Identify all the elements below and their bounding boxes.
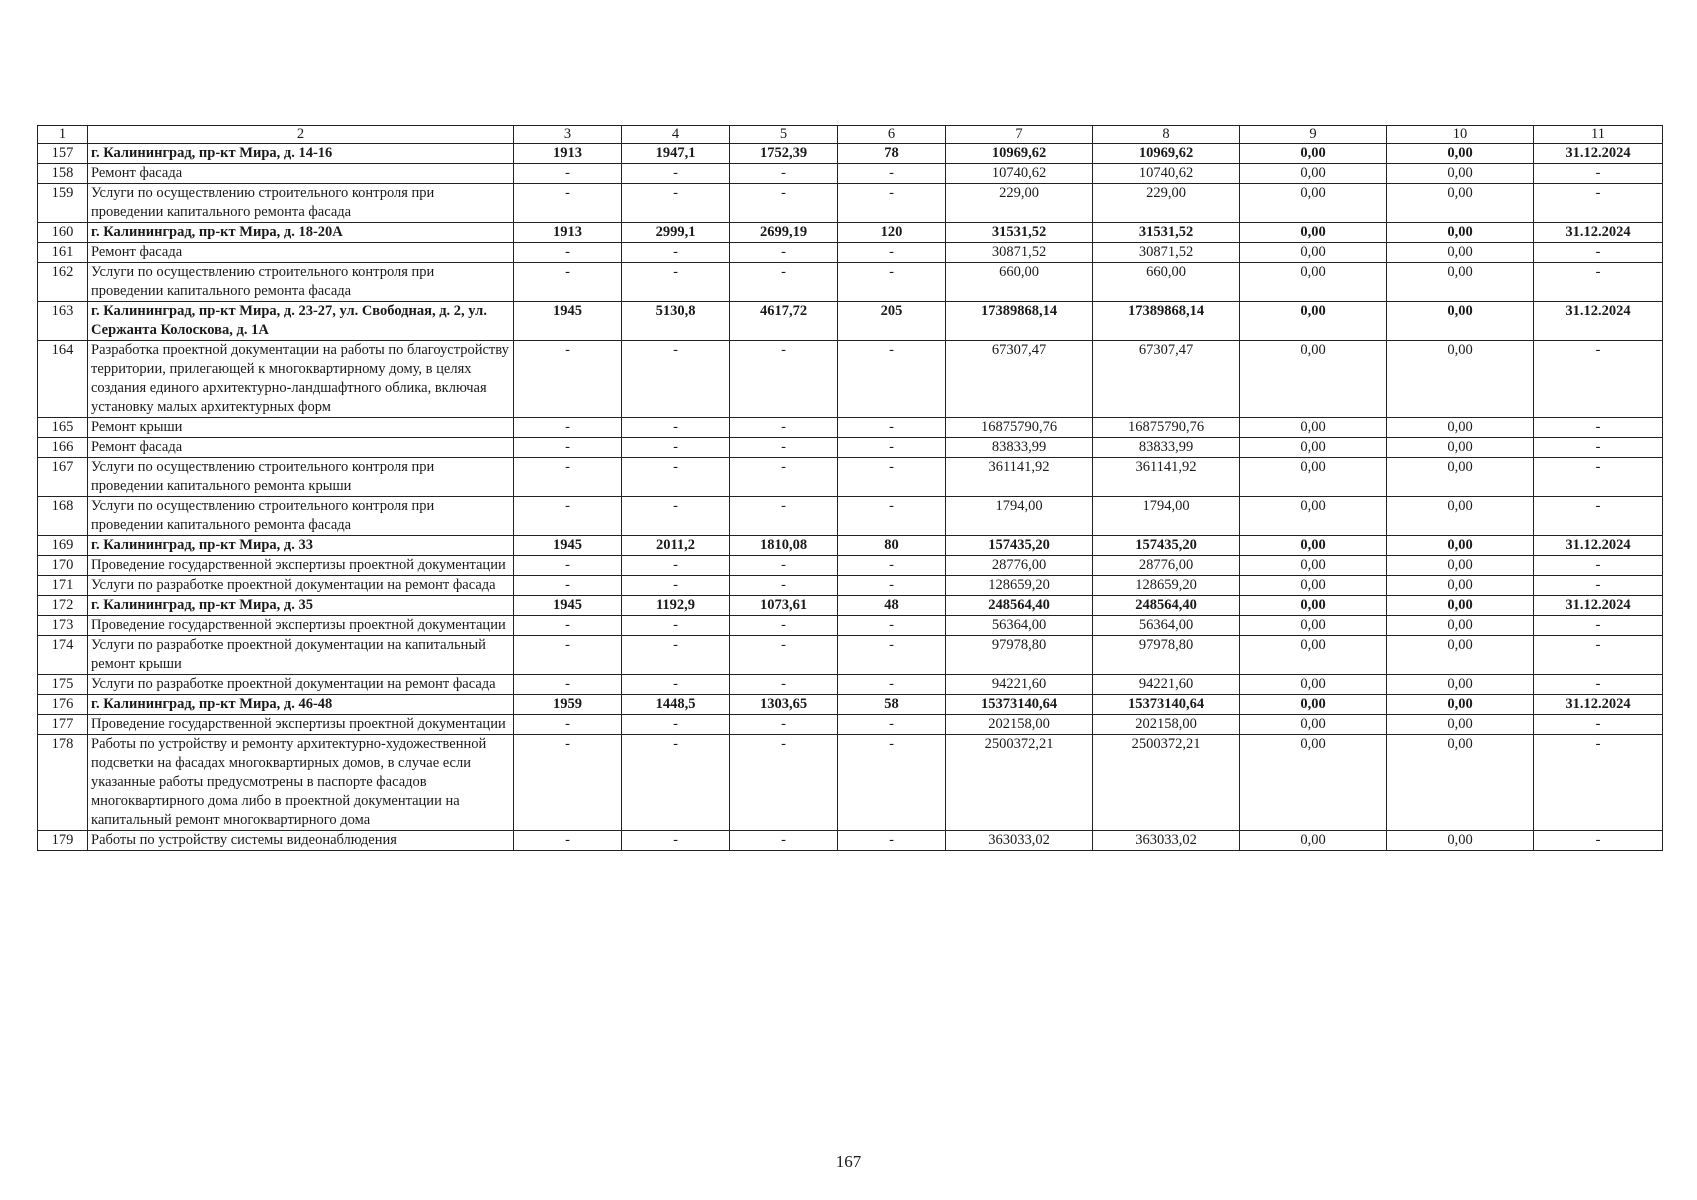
living-area-cell: -: [730, 418, 838, 438]
year-cell: -: [514, 636, 622, 675]
cost-owners-cell: 0,00: [1387, 616, 1534, 636]
living-area-cell: 1073,61: [730, 596, 838, 616]
living-area-cell: 4617,72: [730, 302, 838, 341]
table-row-work: [38, 341, 1663, 418]
cost-fund-cell: 363033,02: [1093, 831, 1240, 851]
cost-total-cell: 17389868,14: [946, 302, 1093, 341]
table-row-house: [38, 596, 1663, 616]
deadline-cell: -: [1534, 715, 1663, 735]
cost-fund-cell: 30871,52: [1093, 243, 1240, 263]
cost-budget-cell: 0,00: [1240, 184, 1387, 223]
total-area-cell: -: [622, 497, 730, 536]
total-area-cell: 1947,1: [622, 144, 730, 164]
row-number-cell: 158: [38, 164, 88, 184]
cost-fund-cell: 660,00: [1093, 263, 1240, 302]
cost-owners-cell: 0,00: [1387, 144, 1534, 164]
cost-fund-cell: 94221,60: [1093, 675, 1240, 695]
row-number-cell: 173: [38, 616, 88, 636]
residents-cell: -: [838, 184, 946, 223]
year-cell: -: [514, 243, 622, 263]
capital-repair-table: [37, 125, 1663, 851]
cost-fund-cell: 67307,47: [1093, 341, 1240, 418]
name-cell: Разработка проектной документации на работы по благоустройству территории, прилегающей к многоквартирному дому, в целях создания единого архитектурно-ландшафтного облика, включая установку малых архитектурных форм: [88, 341, 514, 418]
total-area-cell: -: [622, 243, 730, 263]
cost-owners-cell: 0,00: [1387, 831, 1534, 851]
name-cell: Ремонт фасада: [88, 243, 514, 263]
cost-budget-cell: 0,00: [1240, 164, 1387, 184]
year-cell: -: [514, 735, 622, 831]
cost-budget-cell: 0,00: [1240, 735, 1387, 831]
cost-total-cell: 15373140,64: [946, 695, 1093, 715]
cost-owners-cell: 0,00: [1387, 695, 1534, 715]
name-cell: Проведение государственной экспертизы проектной документации: [88, 556, 514, 576]
row-number-cell: 166: [38, 438, 88, 458]
row-number-cell: 175: [38, 675, 88, 695]
name-cell: Ремонт фасада: [88, 164, 514, 184]
deadline-cell: -: [1534, 341, 1663, 418]
cost-budget-cell: 0,00: [1240, 438, 1387, 458]
cost-fund-cell: 229,00: [1093, 184, 1240, 223]
cost-budget-cell: 0,00: [1240, 831, 1387, 851]
residents-cell: 48: [838, 596, 946, 616]
year-cell: 1945: [514, 536, 622, 556]
residents-cell: -: [838, 341, 946, 418]
cost-fund-cell: 361141,92: [1093, 458, 1240, 497]
deadline-cell: -: [1534, 418, 1663, 438]
column-header: 4: [622, 126, 730, 144]
cost-budget-cell: 0,00: [1240, 556, 1387, 576]
cost-owners-cell: 0,00: [1387, 184, 1534, 223]
living-area-cell: -: [730, 458, 838, 497]
deadline-cell: -: [1534, 438, 1663, 458]
cost-fund-cell: 15373140,64: [1093, 695, 1240, 715]
deadline-cell: -: [1534, 576, 1663, 596]
cost-total-cell: 1794,00: [946, 497, 1093, 536]
cost-fund-cell: 10969,62: [1093, 144, 1240, 164]
deadline-cell: -: [1534, 184, 1663, 223]
living-area-cell: 2699,19: [730, 223, 838, 243]
total-area-cell: -: [622, 831, 730, 851]
column-header: 11: [1534, 126, 1663, 144]
table-row-work: [38, 184, 1663, 223]
cost-budget-cell: 0,00: [1240, 144, 1387, 164]
cost-owners-cell: 0,00: [1387, 302, 1534, 341]
cost-total-cell: 361141,92: [946, 458, 1093, 497]
total-area-cell: -: [622, 418, 730, 438]
deadline-cell: -: [1534, 243, 1663, 263]
residents-cell: -: [838, 616, 946, 636]
deadline-cell: -: [1534, 675, 1663, 695]
cost-total-cell: 28776,00: [946, 556, 1093, 576]
residents-cell: -: [838, 263, 946, 302]
cost-total-cell: 660,00: [946, 263, 1093, 302]
year-cell: 1913: [514, 144, 622, 164]
table-body: [38, 126, 1663, 851]
column-header: 10: [1387, 126, 1534, 144]
cost-owners-cell: 0,00: [1387, 243, 1534, 263]
name-cell: г. Калининград, пр-кт Мира, д. 46-48: [88, 695, 514, 715]
residents-cell: 205: [838, 302, 946, 341]
deadline-cell: 31.12.2024: [1534, 223, 1663, 243]
name-cell: Работы по устройству и ремонту архитектурно-художественной подсветки на фасадах многоквартирных домов, в случае если указанные работы предусмотрены в паспорте фасадов многоквартирного дома либо в проектной документации на капитальный ремонт многоквартирного дома: [88, 735, 514, 831]
cost-fund-cell: 202158,00: [1093, 715, 1240, 735]
table-row-house: [38, 695, 1663, 715]
deadline-cell: -: [1534, 636, 1663, 675]
name-cell: Услуги по осуществлению строительного контроля при проведении капитального ремонта фасада: [88, 184, 514, 223]
deadline-cell: -: [1534, 263, 1663, 302]
row-number-cell: 177: [38, 715, 88, 735]
table-row-work: [38, 458, 1663, 497]
table-row-work: [38, 438, 1663, 458]
name-cell: Услуги по осуществлению строительного контроля при проведении капитального ремонта фасада: [88, 497, 514, 536]
row-number-cell: 179: [38, 831, 88, 851]
living-area-cell: 1810,08: [730, 536, 838, 556]
year-cell: 1945: [514, 596, 622, 616]
row-number-cell: 157: [38, 144, 88, 164]
cost-budget-cell: 0,00: [1240, 636, 1387, 675]
cost-total-cell: 31531,52: [946, 223, 1093, 243]
name-cell: г. Калининград, пр-кт Мира, д. 14-16: [88, 144, 514, 164]
name-cell: г. Калининград, пр-кт Мира, д. 33: [88, 536, 514, 556]
total-area-cell: -: [622, 715, 730, 735]
table-row-work: [38, 243, 1663, 263]
cost-fund-cell: 17389868,14: [1093, 302, 1240, 341]
residents-cell: -: [838, 556, 946, 576]
cost-total-cell: 202158,00: [946, 715, 1093, 735]
deadline-cell: -: [1534, 458, 1663, 497]
residents-cell: -: [838, 735, 946, 831]
deadline-cell: 31.12.2024: [1534, 144, 1663, 164]
total-area-cell: -: [622, 556, 730, 576]
cost-owners-cell: 0,00: [1387, 497, 1534, 536]
living-area-cell: -: [730, 438, 838, 458]
row-number-cell: 178: [38, 735, 88, 831]
residents-cell: -: [838, 576, 946, 596]
cost-total-cell: 10969,62: [946, 144, 1093, 164]
year-cell: -: [514, 164, 622, 184]
row-number-cell: 169: [38, 536, 88, 556]
name-cell: Услуги по разработке проектной документации на ремонт фасада: [88, 576, 514, 596]
residents-cell: -: [838, 831, 946, 851]
cost-budget-cell: 0,00: [1240, 675, 1387, 695]
cost-budget-cell: 0,00: [1240, 497, 1387, 536]
cost-owners-cell: 0,00: [1387, 715, 1534, 735]
cost-owners-cell: 0,00: [1387, 556, 1534, 576]
deadline-cell: 31.12.2024: [1534, 596, 1663, 616]
cost-owners-cell: 0,00: [1387, 536, 1534, 556]
year-cell: -: [514, 263, 622, 302]
row-number-cell: 164: [38, 341, 88, 418]
name-cell: Проведение государственной экспертизы проектной документации: [88, 715, 514, 735]
cost-budget-cell: 0,00: [1240, 418, 1387, 438]
total-area-cell: -: [622, 438, 730, 458]
cost-fund-cell: 56364,00: [1093, 616, 1240, 636]
year-cell: 1959: [514, 695, 622, 715]
residents-cell: 80: [838, 536, 946, 556]
column-header: 6: [838, 126, 946, 144]
total-area-cell: -: [622, 263, 730, 302]
cost-budget-cell: 0,00: [1240, 263, 1387, 302]
cost-fund-cell: 31531,52: [1093, 223, 1240, 243]
living-area-cell: -: [730, 735, 838, 831]
living-area-cell: 1303,65: [730, 695, 838, 715]
total-area-cell: 1448,5: [622, 695, 730, 715]
total-area-cell: -: [622, 458, 730, 497]
residents-cell: -: [838, 243, 946, 263]
residents-cell: -: [838, 715, 946, 735]
cost-total-cell: 229,00: [946, 184, 1093, 223]
year-cell: 1945: [514, 302, 622, 341]
cost-fund-cell: 10740,62: [1093, 164, 1240, 184]
cost-owners-cell: 0,00: [1387, 164, 1534, 184]
name-cell: Услуги по разработке проектной документации на капитальный ремонт крыши: [88, 636, 514, 675]
row-number-cell: 167: [38, 458, 88, 497]
residents-cell: 78: [838, 144, 946, 164]
table-row-work: [38, 735, 1663, 831]
cost-budget-cell: 0,00: [1240, 616, 1387, 636]
cost-fund-cell: 83833,99: [1093, 438, 1240, 458]
cost-fund-cell: 28776,00: [1093, 556, 1240, 576]
cost-budget-cell: 0,00: [1240, 715, 1387, 735]
cost-budget-cell: 0,00: [1240, 596, 1387, 616]
deadline-cell: -: [1534, 164, 1663, 184]
living-area-cell: -: [730, 263, 838, 302]
table-row-house: [38, 144, 1663, 164]
row-number-cell: 161: [38, 243, 88, 263]
residents-cell: -: [838, 438, 946, 458]
year-cell: -: [514, 458, 622, 497]
total-area-cell: -: [622, 164, 730, 184]
residents-cell: -: [838, 418, 946, 438]
table-row-work: [38, 675, 1663, 695]
deadline-cell: -: [1534, 831, 1663, 851]
row-number-cell: 168: [38, 497, 88, 536]
residents-cell: -: [838, 458, 946, 497]
column-header: 3: [514, 126, 622, 144]
cost-total-cell: 2500372,21: [946, 735, 1093, 831]
table-row-work: [38, 831, 1663, 851]
table-row-work: [38, 263, 1663, 302]
cost-owners-cell: 0,00: [1387, 263, 1534, 302]
cost-owners-cell: 0,00: [1387, 418, 1534, 438]
cost-total-cell: 94221,60: [946, 675, 1093, 695]
cost-fund-cell: 1794,00: [1093, 497, 1240, 536]
living-area-cell: -: [730, 831, 838, 851]
total-area-cell: -: [622, 675, 730, 695]
total-area-cell: -: [622, 735, 730, 831]
living-area-cell: 1752,39: [730, 144, 838, 164]
total-area-cell: -: [622, 616, 730, 636]
column-header: 7: [946, 126, 1093, 144]
living-area-cell: -: [730, 675, 838, 695]
deadline-cell: -: [1534, 556, 1663, 576]
living-area-cell: -: [730, 497, 838, 536]
living-area-cell: -: [730, 616, 838, 636]
table-row-work: [38, 556, 1663, 576]
cost-owners-cell: 0,00: [1387, 576, 1534, 596]
cost-budget-cell: 0,00: [1240, 223, 1387, 243]
page-number: 167: [835, 1152, 862, 1171]
cost-total-cell: 83833,99: [946, 438, 1093, 458]
cost-fund-cell: 97978,80: [1093, 636, 1240, 675]
name-cell: г. Калининград, пр-кт Мира, д. 35: [88, 596, 514, 616]
column-header: 5: [730, 126, 838, 144]
living-area-cell: -: [730, 243, 838, 263]
row-number-cell: 174: [38, 636, 88, 675]
cost-owners-cell: 0,00: [1387, 675, 1534, 695]
cost-total-cell: 10740,62: [946, 164, 1093, 184]
cost-total-cell: 97978,80: [946, 636, 1093, 675]
column-header: 8: [1093, 126, 1240, 144]
table-row-work: [38, 576, 1663, 596]
table-row-work: [38, 636, 1663, 675]
name-cell: Услуги по разработке проектной документации на ремонт фасада: [88, 675, 514, 695]
cost-total-cell: 16875790,76: [946, 418, 1093, 438]
row-number-cell: 162: [38, 263, 88, 302]
year-cell: -: [514, 341, 622, 418]
name-cell: г. Калининград, пр-кт Мира, д. 23-27, ул. Свободная, д. 2, ул. Сержанта Колоскова, д. 1А: [88, 302, 514, 341]
deadline-cell: -: [1534, 735, 1663, 831]
row-number-cell: 159: [38, 184, 88, 223]
column-header: 1: [38, 126, 88, 144]
living-area-cell: -: [730, 556, 838, 576]
cost-owners-cell: 0,00: [1387, 223, 1534, 243]
cost-owners-cell: 0,00: [1387, 438, 1534, 458]
residents-cell: -: [838, 164, 946, 184]
name-cell: Услуги по осуществлению строительного контроля при проведении капитального ремонта крыши: [88, 458, 514, 497]
living-area-cell: -: [730, 576, 838, 596]
living-area-cell: -: [730, 164, 838, 184]
living-area-cell: -: [730, 184, 838, 223]
table-row-work: [38, 616, 1663, 636]
cost-owners-cell: 0,00: [1387, 341, 1534, 418]
column-number-header-row: [38, 126, 1663, 144]
cost-total-cell: 128659,20: [946, 576, 1093, 596]
cost-total-cell: 157435,20: [946, 536, 1093, 556]
total-area-cell: 2999,1: [622, 223, 730, 243]
residents-cell: -: [838, 497, 946, 536]
cost-owners-cell: 0,00: [1387, 596, 1534, 616]
cost-fund-cell: 2500372,21: [1093, 735, 1240, 831]
living-area-cell: -: [730, 636, 838, 675]
cost-total-cell: 248564,40: [946, 596, 1093, 616]
deadline-cell: 31.12.2024: [1534, 695, 1663, 715]
cost-fund-cell: 157435,20: [1093, 536, 1240, 556]
residents-cell: 58: [838, 695, 946, 715]
table-row-house: [38, 536, 1663, 556]
table-row-work: [38, 715, 1663, 735]
column-header: 9: [1240, 126, 1387, 144]
cost-budget-cell: 0,00: [1240, 302, 1387, 341]
deadline-cell: -: [1534, 497, 1663, 536]
living-area-cell: -: [730, 715, 838, 735]
year-cell: -: [514, 675, 622, 695]
name-cell: г. Калининград, пр-кт Мира, д. 18-20А: [88, 223, 514, 243]
cost-budget-cell: 0,00: [1240, 695, 1387, 715]
cost-total-cell: 363033,02: [946, 831, 1093, 851]
year-cell: -: [514, 831, 622, 851]
living-area-cell: -: [730, 341, 838, 418]
year-cell: -: [514, 576, 622, 596]
total-area-cell: -: [622, 184, 730, 223]
column-header: 2: [88, 126, 514, 144]
year-cell: 1913: [514, 223, 622, 243]
residents-cell: -: [838, 636, 946, 675]
year-cell: -: [514, 418, 622, 438]
name-cell: Ремонт крыши: [88, 418, 514, 438]
table-row-work: [38, 497, 1663, 536]
cost-budget-cell: 0,00: [1240, 243, 1387, 263]
total-area-cell: 2011,2: [622, 536, 730, 556]
row-number-cell: 165: [38, 418, 88, 438]
cost-fund-cell: 128659,20: [1093, 576, 1240, 596]
row-number-cell: 172: [38, 596, 88, 616]
deadline-cell: 31.12.2024: [1534, 302, 1663, 341]
cost-budget-cell: 0,00: [1240, 341, 1387, 418]
row-number-cell: 171: [38, 576, 88, 596]
cost-total-cell: 30871,52: [946, 243, 1093, 263]
total-area-cell: -: [622, 341, 730, 418]
name-cell: Проведение государственной экспертизы проектной документации: [88, 616, 514, 636]
table-row-house: [38, 223, 1663, 243]
cost-budget-cell: 0,00: [1240, 458, 1387, 497]
total-area-cell: 1192,9: [622, 596, 730, 616]
total-area-cell: -: [622, 576, 730, 596]
cost-budget-cell: 0,00: [1240, 536, 1387, 556]
cost-owners-cell: 0,00: [1387, 735, 1534, 831]
deadline-cell: -: [1534, 616, 1663, 636]
deadline-cell: 31.12.2024: [1534, 536, 1663, 556]
row-number-cell: 163: [38, 302, 88, 341]
residents-cell: 120: [838, 223, 946, 243]
row-number-cell: 170: [38, 556, 88, 576]
cost-budget-cell: 0,00: [1240, 576, 1387, 596]
row-number-cell: 176: [38, 695, 88, 715]
year-cell: -: [514, 438, 622, 458]
table-row-house: [38, 302, 1663, 341]
name-cell: Ремонт фасада: [88, 438, 514, 458]
residents-cell: -: [838, 675, 946, 695]
row-number-cell: 160: [38, 223, 88, 243]
total-area-cell: 5130,8: [622, 302, 730, 341]
year-cell: -: [514, 184, 622, 223]
cost-fund-cell: 248564,40: [1093, 596, 1240, 616]
table-row-work: [38, 164, 1663, 184]
year-cell: -: [514, 497, 622, 536]
cost-total-cell: 56364,00: [946, 616, 1093, 636]
name-cell: Услуги по осуществлению строительного контроля при проведении капитального ремонта фасада: [88, 263, 514, 302]
cost-total-cell: 67307,47: [946, 341, 1093, 418]
cost-owners-cell: 0,00: [1387, 458, 1534, 497]
name-cell: Работы по устройству системы видеонаблюдения: [88, 831, 514, 851]
year-cell: -: [514, 715, 622, 735]
table-row-work: [38, 418, 1663, 438]
cost-owners-cell: 0,00: [1387, 636, 1534, 675]
year-cell: -: [514, 616, 622, 636]
cost-fund-cell: 16875790,76: [1093, 418, 1240, 438]
year-cell: -: [514, 556, 622, 576]
total-area-cell: -: [622, 636, 730, 675]
